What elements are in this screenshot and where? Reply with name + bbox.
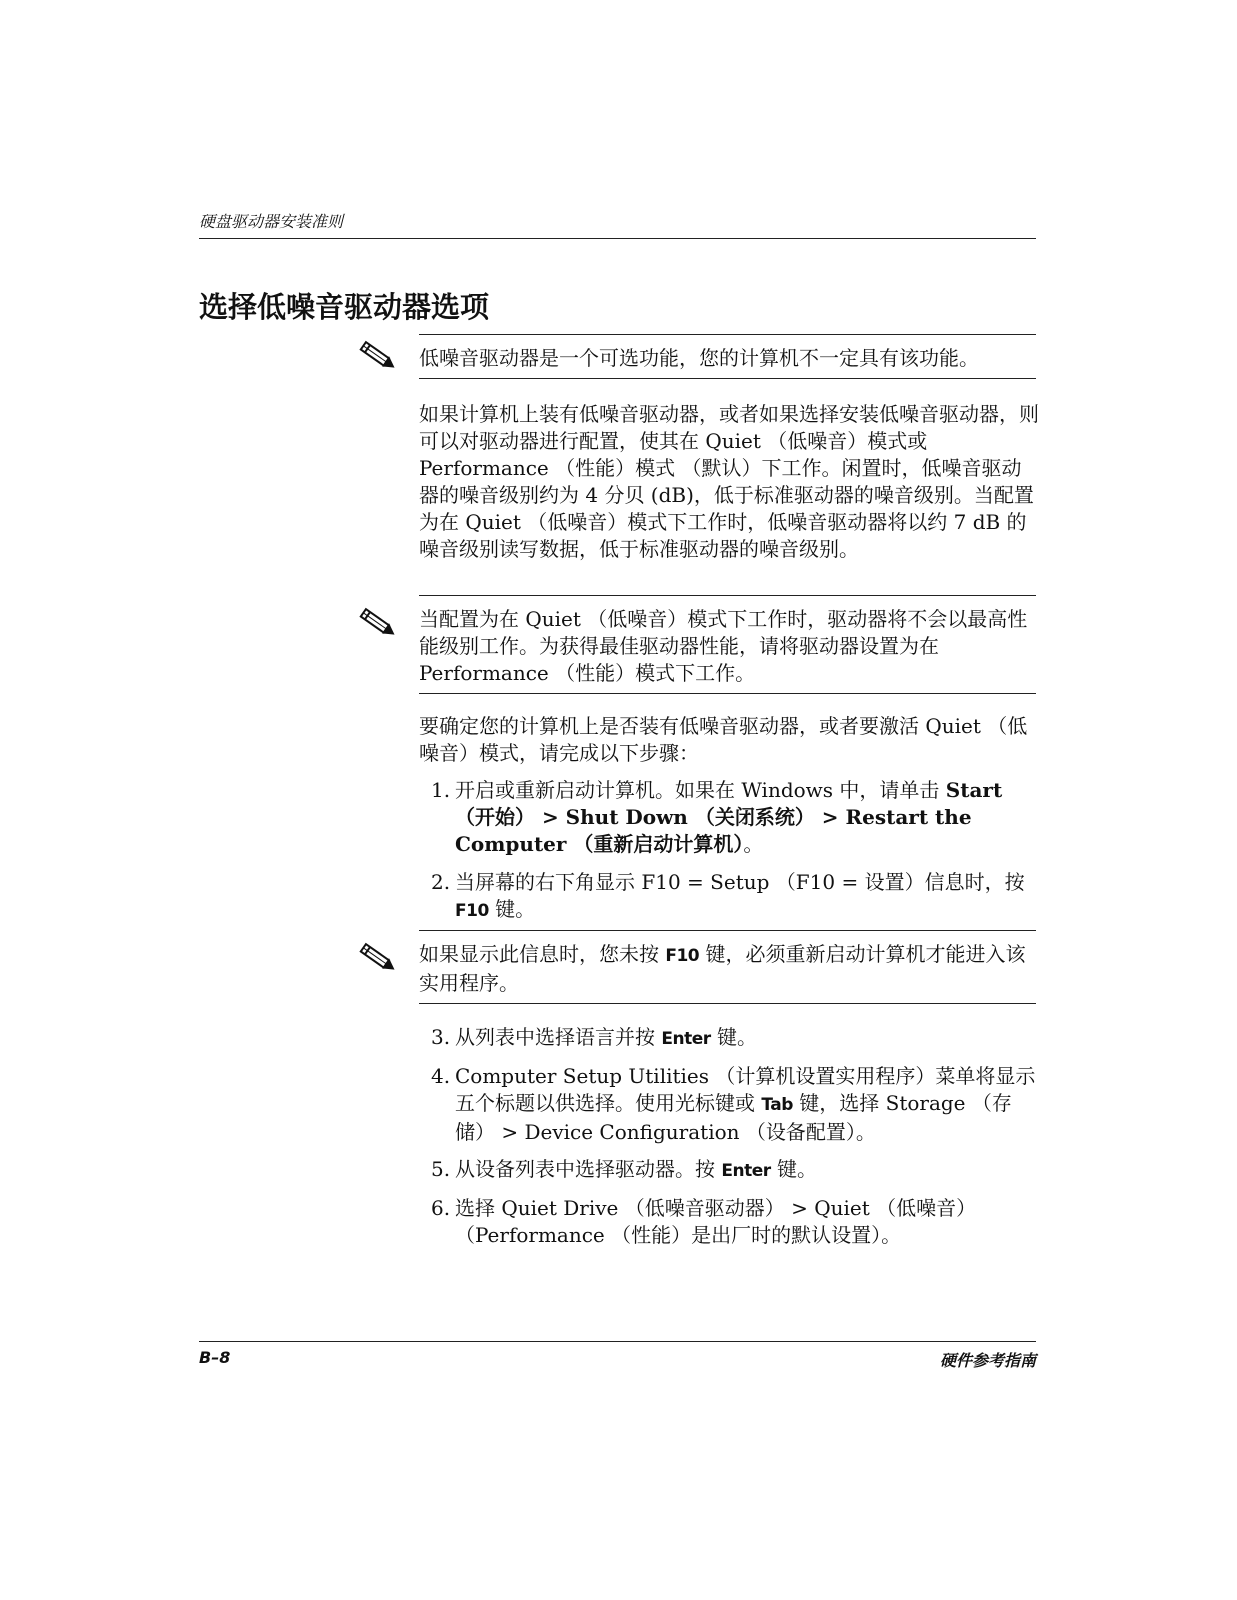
step-number: 5. bbox=[431, 1157, 451, 1181]
note-box-2 bbox=[419, 595, 1036, 694]
note-2-text: 当配置为在 Quiet （低噪音）模式下工作时，驱动器将不会以最高性能级别工作。为获得最佳驱动器性能，请将驱动器设置为在 Performance （性能）模式下工作。 bbox=[419, 607, 1028, 685]
key-label: F10 bbox=[665, 946, 700, 966]
pencil-note-icon bbox=[356, 941, 398, 975]
step-text: 选择 Quiet Drive （低噪音驱动器） > Quiet （低噪音）（Performance （性能）是出厂时的默认设置）。 bbox=[455, 1196, 977, 1247]
list-item bbox=[419, 1063, 1036, 1146]
step-text: 开启或重新启动计算机。如果在 Windows 中，请单击 bbox=[455, 778, 946, 802]
note-box-1 bbox=[419, 334, 1036, 379]
step-text-end: 。 bbox=[743, 832, 764, 856]
list-item bbox=[419, 1024, 1036, 1053]
step-text: 从列表中选择语言并按 bbox=[455, 1025, 662, 1049]
page-number: B–8 bbox=[199, 1348, 231, 1367]
note-3-text-start: 如果显示此信息时，您未按 bbox=[419, 942, 666, 966]
note-3-text-end: 键，必须重新启动计算机才能进入该实用程序。 bbox=[419, 942, 1026, 995]
note-3-text bbox=[419, 941, 1036, 997]
step-menu-path: Start （开始） > Shut Down （关闭系统） > Restart the Computer （重新启动计算机） bbox=[455, 778, 1003, 856]
list-item bbox=[419, 1156, 1036, 1185]
step-number: 2. bbox=[431, 870, 451, 894]
list-item bbox=[419, 869, 1036, 925]
section-title: 选择低噪音驱动器选项 bbox=[199, 290, 490, 324]
list-item bbox=[419, 1195, 1036, 1249]
note-box-3 bbox=[419, 930, 1036, 1004]
pencil-note-icon bbox=[356, 339, 398, 373]
step-number: 1. bbox=[431, 778, 451, 802]
key-label: F10 bbox=[455, 901, 489, 921]
key-label: Enter bbox=[661, 1029, 711, 1049]
running-header-title: 硬盘驱动器安装准则 bbox=[199, 212, 344, 231]
step-number: 4. bbox=[431, 1064, 451, 1088]
pencil-note-icon bbox=[356, 606, 398, 640]
step-text: 从设备列表中选择驱动器。按 bbox=[455, 1157, 722, 1181]
step-text-end: 键。 bbox=[710, 1025, 757, 1049]
note-1-text: 低噪音驱动器是一个可选功能，您的计算机不一定具有该功能。 bbox=[419, 346, 979, 370]
book-title: 硬件参考指南 bbox=[939, 1351, 1036, 1370]
step-text: 当屏幕的右下角显示 F10 = Setup （F10 = 设置）信息时，按 bbox=[455, 870, 1025, 894]
step-text-end: 键。 bbox=[770, 1157, 817, 1181]
step-text: Computer Setup Utilities （计算机设置实用程序）菜单将显示五个标题以供选择。使用光标键或 bbox=[455, 1064, 1036, 1115]
key-label: Enter bbox=[721, 1161, 771, 1181]
step-text-end: 键。 bbox=[488, 897, 536, 921]
paragraph-steps-intro: 要确定您的计算机上是否装有低噪音驱动器，或者要激活 Quiet （低噪音）模式，请完成以下步骤： bbox=[419, 714, 1028, 765]
step-number: 6. bbox=[431, 1196, 451, 1220]
key-label: Tab bbox=[761, 1095, 793, 1115]
step-text-end: 键，选择 Storage （存储） > Device Configuration （设备配置）。 bbox=[455, 1091, 1012, 1144]
list-item bbox=[419, 777, 1036, 858]
page-footer bbox=[199, 1341, 1036, 1372]
step-list-1 bbox=[419, 777, 1036, 925]
step-list-2 bbox=[419, 1024, 1036, 1249]
step-number: 3. bbox=[431, 1025, 451, 1049]
running-header bbox=[199, 212, 1036, 239]
paragraph-low-noise-modes: 如果计算机上装有低噪音驱动器，或者如果选择安装低噪音驱动器，则可以对驱动器进行配置，使其在 Quiet （低噪音）模式或 Performance （性能）模式 （默认）下工作。闲置时，低噪音驱动器的噪音级别约为 4 分贝 (dB)，低于标准驱动器的噪音级别。当配置为在 Quiet （低噪音）模式下工作时，低噪音驱动器将以约 7 dB 的噪音级别读写数据，低于标准驱动器的噪音级别。 bbox=[419, 402, 1039, 561]
